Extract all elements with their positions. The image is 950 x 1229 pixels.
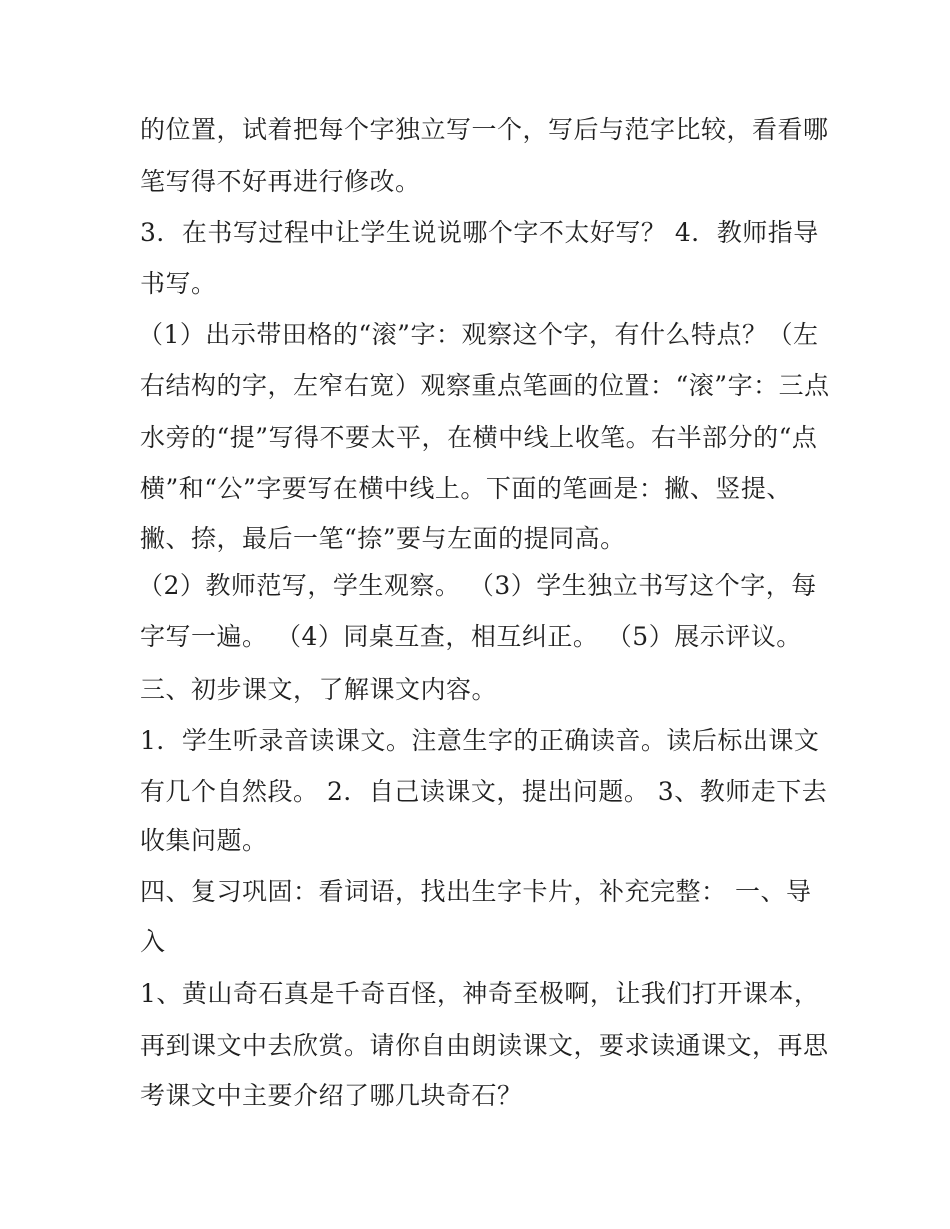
text-line-4: 书写。: [140, 269, 217, 298]
text-line-18: 1、黄山奇石真是千奇百怪，神奇至极啊，让我们打开课本，: [140, 979, 820, 1008]
text-line-16: 四、复习巩固：看词语，找出生字卡片，补充完整： 一、导: [140, 877, 812, 906]
text-line-6: 右结构的字，左窄右宽）观察重点笔画的位置：“滚”字：三点: [140, 371, 830, 400]
text-line-1: 的位置，试着把每个字独立写一个，写后与范字比较，看看哪: [140, 115, 829, 144]
text-line-3: 3．在书写过程中让学生说说哪个字不太好写？ 4．教师指导: [140, 218, 819, 247]
text-line-13: 1．学生听录音读课文。注意生字的正确读音。读后标出课文: [140, 726, 820, 755]
text-line-20: 考课文中主要介绍了哪几块奇石？: [140, 1081, 523, 1110]
text-line-15: 收集问题。: [140, 826, 268, 855]
text-line-9: 撇、捺，最后一笔“捺”要与左面的提同高。: [140, 524, 626, 553]
text-line-12: 三、初步课文，了解课文内容。: [140, 675, 498, 704]
text-line-8: 横”和“公”字要写在横中线上。下面的笔画是：撇、竖提、: [140, 474, 792, 503]
text-line-14: 有几个自然段。 2．自己读课文，提出问题。 3、教师走下去: [140, 777, 828, 806]
text-line-2: 笔写得不好再进行修改。: [140, 167, 421, 196]
text-line-19: 再到课文中去欣赏。请你自由朗读课文，要求读通课文，再思: [140, 1031, 829, 1060]
text-line-11: 字写一遍。 （4）同桌互查，相互纠正。 （5）展示评议。: [140, 622, 802, 651]
text-line-7: 水旁的“提”写得不要太平，在横中线上收笔。右半部分的“点: [140, 423, 818, 452]
text-line-17: 入: [140, 927, 166, 956]
text-line-10: （2）教师范写，学生观察。 （3）学生独立书写这个字，每: [138, 571, 817, 600]
text-line-5: （1）出示带田格的“滚”字：观察这个字，有什么特点？（左: [138, 320, 819, 349]
